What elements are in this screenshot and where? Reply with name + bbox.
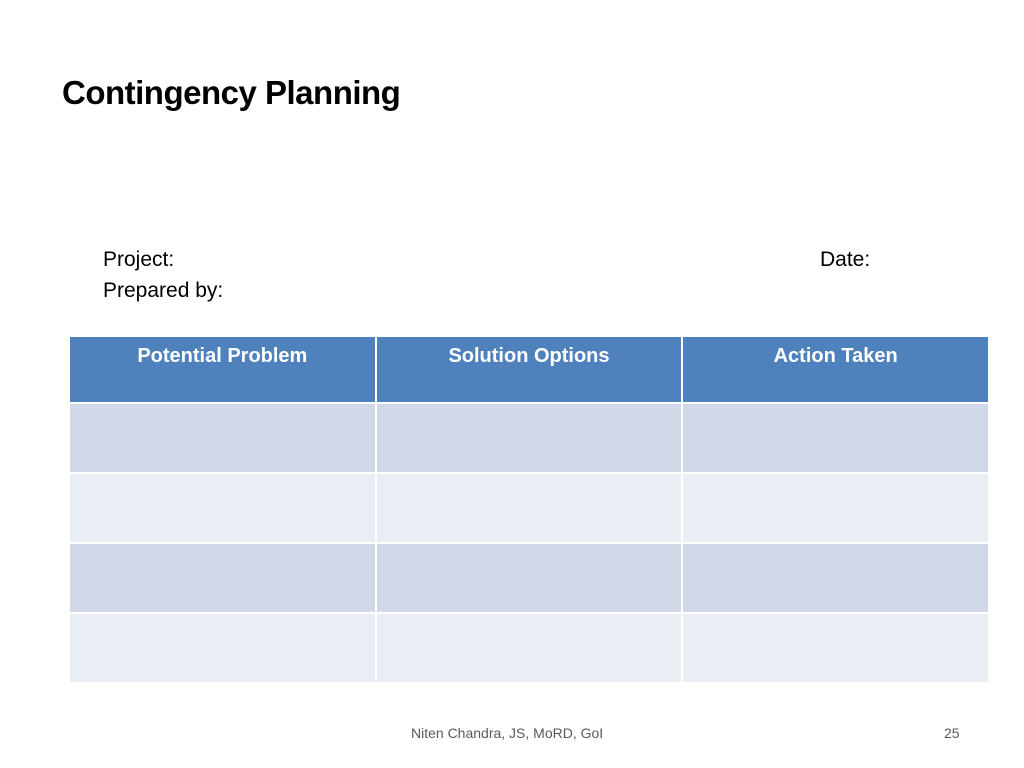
table-cell: [69, 473, 376, 543]
table-cell: [376, 543, 683, 613]
table-row: [69, 473, 989, 543]
contingency-table: [68, 335, 990, 684]
table-row: [69, 613, 989, 683]
table-cell: [376, 613, 683, 683]
table-row: [69, 543, 989, 613]
project-label: Project:: [103, 248, 175, 271]
table-header-row: [69, 336, 989, 403]
table-row: [69, 403, 989, 473]
table-cell: [69, 403, 376, 473]
date-label: Date:: [820, 248, 871, 271]
header-action-taken: Action Taken: [682, 336, 989, 403]
header-solution-options: Solution Options: [376, 336, 683, 403]
table-cell: [376, 473, 683, 543]
table-cell: [69, 613, 376, 683]
header-potential-problem: Potential Problem: [69, 336, 376, 403]
footer-text: Niten Chandra, JS, MoRD, GoI: [411, 725, 604, 741]
table-cell: [682, 473, 989, 543]
table-cell: [682, 613, 989, 683]
slide-title: Contingency Planning: [62, 74, 401, 111]
table-cell: [69, 543, 376, 613]
table-cell: [682, 403, 989, 473]
table-cell: [376, 403, 683, 473]
slide-number: 25: [944, 725, 960, 741]
prepared-by-label: Prepared by:: [103, 279, 224, 302]
table-cell: [682, 543, 989, 613]
